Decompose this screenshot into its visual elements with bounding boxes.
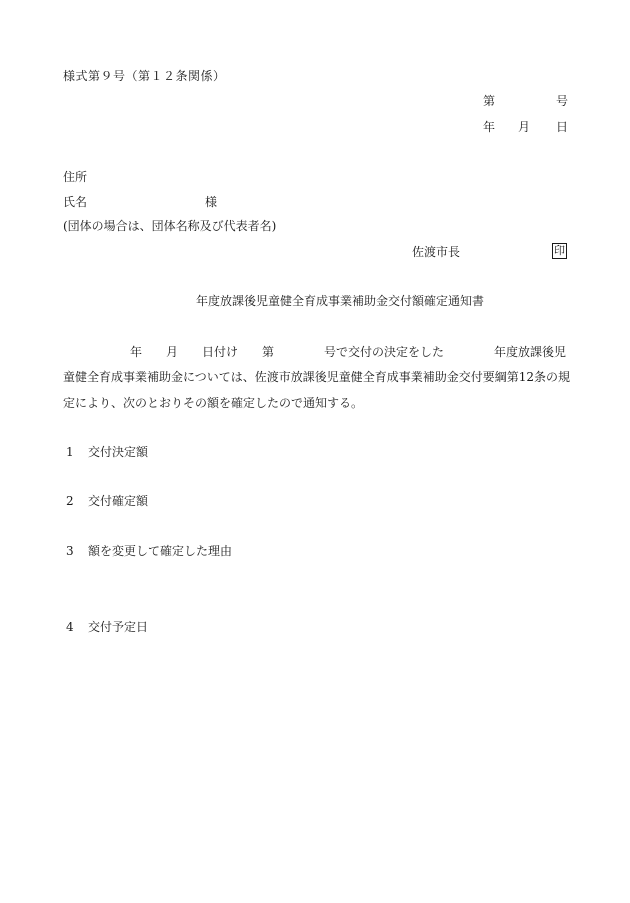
date-day-label: 日 — [556, 120, 569, 134]
list-item — [66, 545, 232, 557]
recipient-group-note: (団体の場合は、団体名称及び代表者名) — [63, 219, 277, 233]
body-number-phrase: 号で交付の決定をした — [324, 345, 445, 359]
list-item — [66, 495, 148, 507]
item-label: 交付予定日 — [88, 620, 149, 634]
item-label: 額を変更して確定した理由 — [88, 544, 233, 558]
date-month-label: 月 — [518, 120, 531, 134]
item-label: 交付決定額 — [88, 445, 149, 459]
list-item — [66, 621, 148, 633]
document-number-suffix: 号 — [556, 94, 569, 108]
sender-title: 佐渡市長 — [412, 245, 461, 259]
body-line1-tail: 年度放課後児 — [494, 345, 567, 359]
body-year-label: 年 — [130, 345, 143, 359]
body-dated-label: 日付け — [202, 345, 239, 359]
list-item — [66, 446, 148, 458]
item-number: 3 — [66, 544, 74, 558]
item-number: 2 — [66, 494, 74, 508]
date-year-label: 年 — [483, 120, 496, 134]
item-label: 交付確定額 — [88, 494, 149, 508]
body-month-label: 月 — [166, 345, 179, 359]
body-number-prefix: 第 — [262, 345, 275, 359]
body-line-2: 童健全育成事業補助金については、佐渡市放課後児童健全育成事業補助金交付要綱第12条の規 — [63, 370, 571, 384]
item-number: 4 — [66, 620, 74, 634]
form-number-label: 様式第９号（第１２条関係） — [63, 69, 226, 83]
item-number: 1 — [66, 445, 74, 459]
recipient-name-label: 氏名 — [63, 195, 88, 209]
document-number-prefix: 第 — [483, 94, 496, 108]
seal-stamp-box: 印 — [554, 244, 565, 257]
recipient-address-label: 住所 — [63, 170, 88, 184]
recipient-honorific: 様 — [205, 195, 218, 209]
notice-title: 年度放課後児童健全育成事業補助金交付額確定通知書 — [196, 294, 485, 308]
body-line-3: 定により、次のとおりその額を確定したので通知する。 — [63, 396, 364, 410]
